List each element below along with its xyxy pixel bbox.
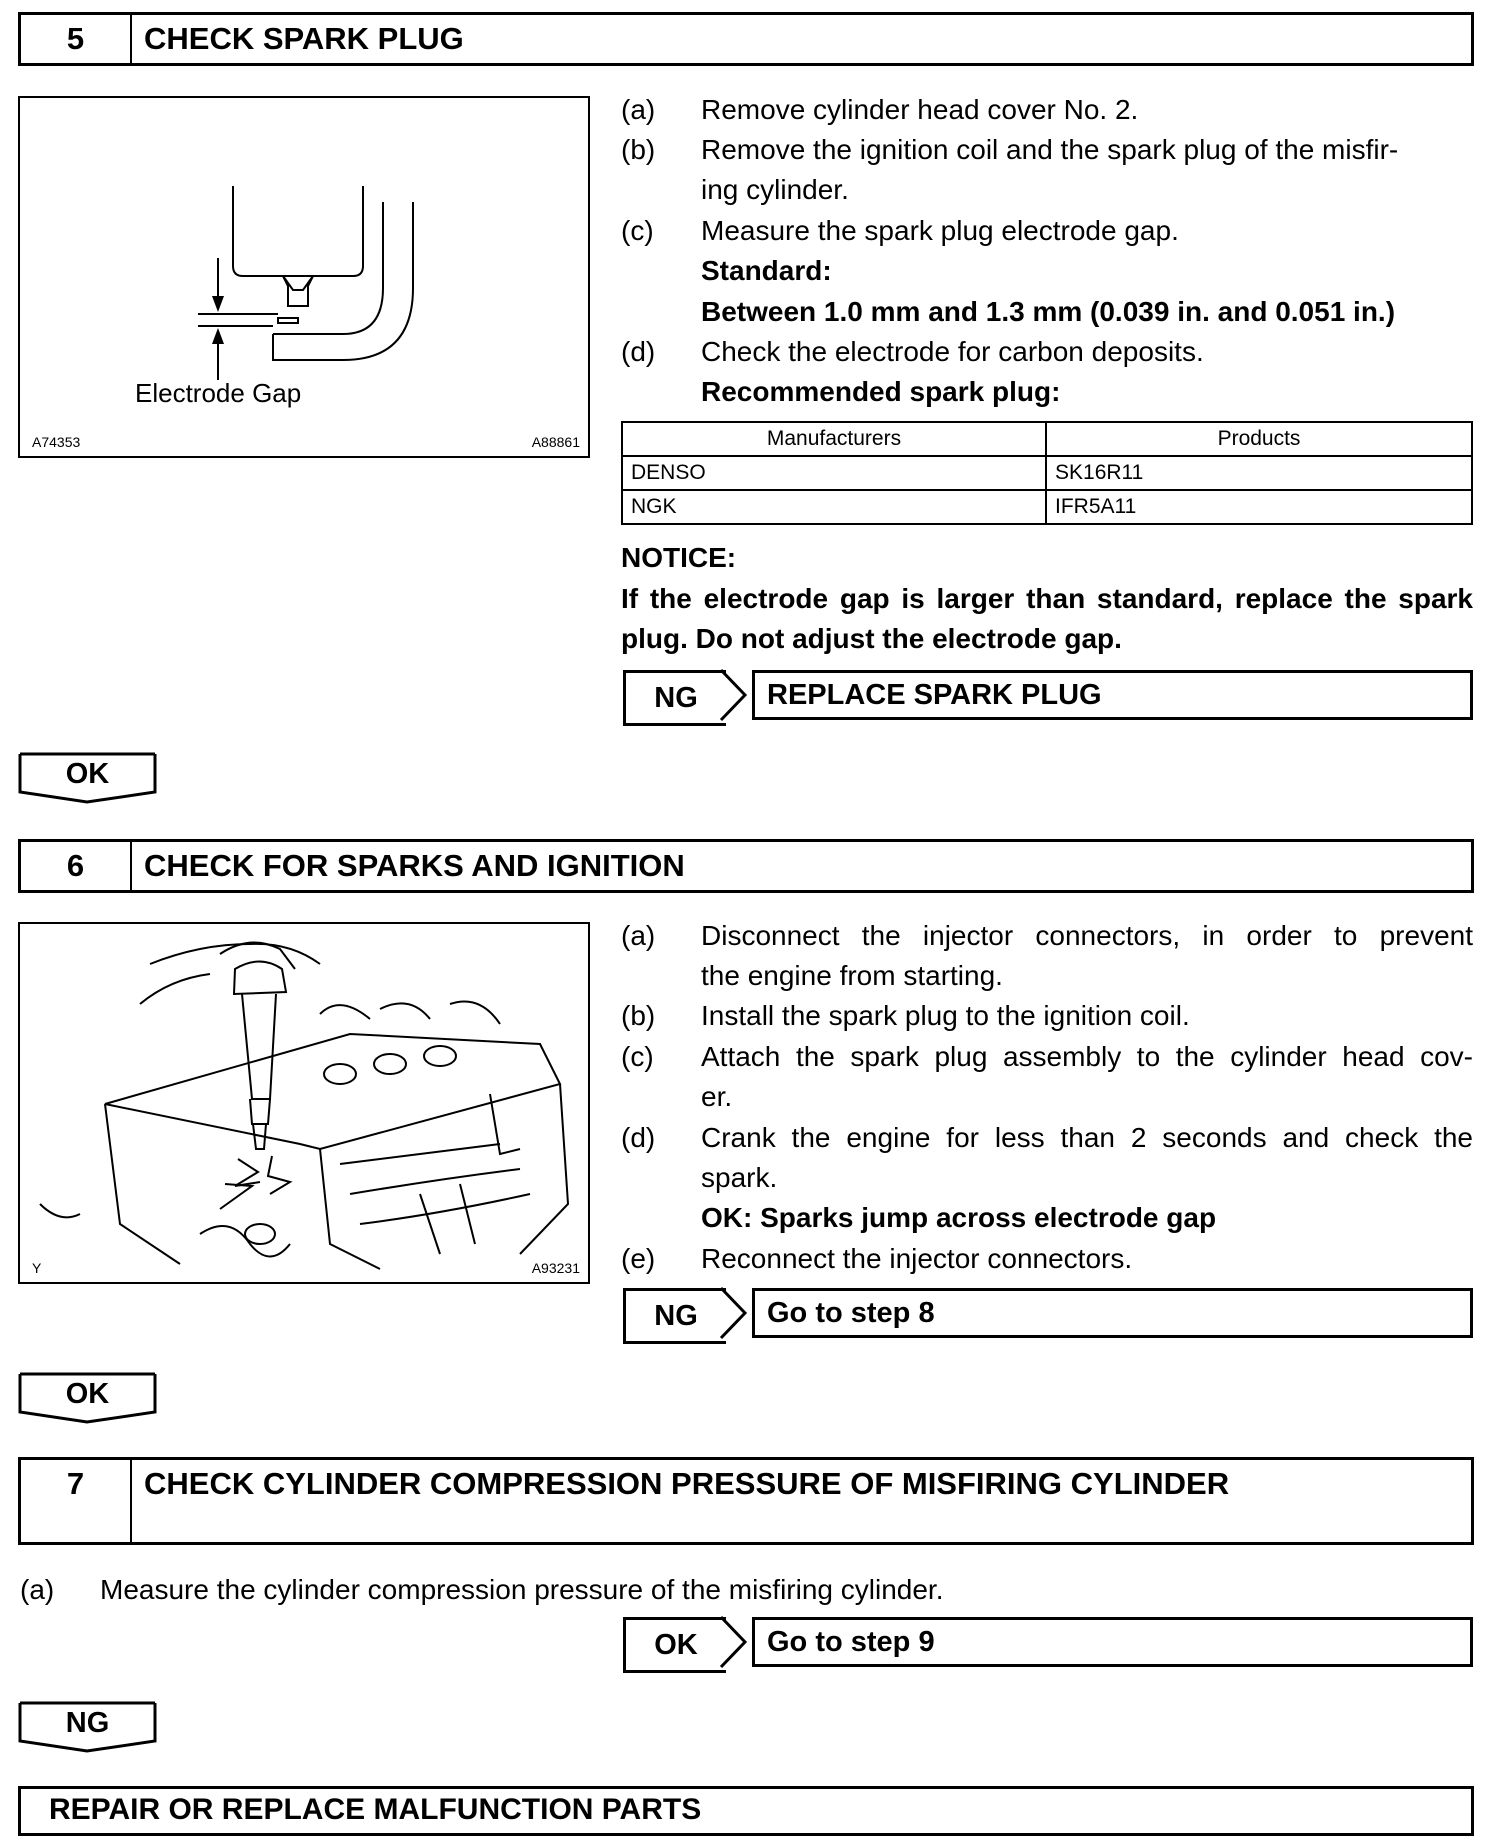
item-marker: (b) (621, 1000, 656, 1031)
step-7-header (18, 1457, 1474, 1545)
item-marker: (d) (621, 336, 656, 367)
table-header: Products (1046, 422, 1472, 456)
notice-text: If the electrode gap is larger than standard, replace the spark plug. Do not adjust the electrode gap. (621, 583, 1473, 654)
item-text: Install the spark plug to the ignition coil. (701, 1000, 1190, 1031)
continue-label: OK (65, 758, 110, 790)
spark-check-figure (18, 922, 590, 1284)
item-text (701, 1118, 1473, 1158)
item-text: Check the electrode for carbon deposits. (701, 336, 1204, 367)
step-title: CHECK FOR SPARKS AND IGNITION (144, 848, 685, 883)
notice-label: NOTICE: (621, 542, 737, 573)
item-marker: (c) (621, 1041, 654, 1072)
table-row (622, 456, 1472, 490)
item-marker: (a) (621, 920, 656, 951)
final-action-box (18, 1786, 1474, 1836)
recommended-label: Recommended spark plug: (701, 376, 1061, 407)
table-row (622, 490, 1472, 524)
step-number: 5 (21, 15, 132, 63)
result-tag-ng (623, 1288, 726, 1344)
continue-label: OK (65, 1378, 110, 1410)
final-action-title: REPAIR OR REPLACE MALFUNCTION PARTS (49, 1793, 702, 1826)
step-number: 7 (21, 1460, 132, 1542)
table-cell: DENSO (622, 456, 1046, 490)
electrode-gap-label: Electrode Gap (135, 378, 302, 408)
figure-code-left: Y (32, 1260, 42, 1276)
item-text (701, 916, 1473, 956)
standard-value: Between 1.0 mm and 1.3 mm (0.039 in. and 0.051 in.) (701, 296, 1396, 327)
item-text-line: Disconnect the injector connectors, in order to prevent (701, 920, 1473, 951)
result-tag-label: OK (654, 1628, 698, 1661)
item-text-line: Crank the engine for less than 2 seconds and check the (701, 1122, 1473, 1153)
result-action: REPLACE SPARK PLUG (752, 670, 1473, 720)
continue-label: NG (65, 1707, 110, 1739)
continue-ng (18, 1701, 157, 1753)
result-action: Go to step 8 (752, 1288, 1473, 1338)
item-text: Measure the spark plug electrode gap. (701, 215, 1179, 246)
item-text: er. (701, 1081, 733, 1112)
item-marker: (a) (20, 1574, 55, 1605)
figure-code-right: A88861 (531, 434, 580, 450)
item-marker: (b) (621, 134, 656, 165)
step-title: CHECK CYLINDER COMPRESSION PRESSURE OF MISFIRING CYLINDER (144, 1466, 1230, 1501)
item-marker: (a) (621, 94, 656, 125)
figure-code-left: A74353 (32, 434, 81, 450)
result-action: Go to step 9 (752, 1617, 1473, 1667)
item-text: the engine from starting. (701, 960, 1003, 991)
item-text: Measure the cylinder compression pressure of the misfiring cylinder. (100, 1574, 944, 1605)
step-6-header (18, 839, 1474, 893)
result-arrow-icon (719, 1615, 749, 1669)
result-tag-ok (623, 1617, 726, 1673)
standard-label: Standard: (701, 255, 832, 286)
step-title: CHECK SPARK PLUG (144, 21, 464, 56)
spark-plug-table (621, 421, 1473, 525)
table-header: Manufacturers (622, 422, 1046, 456)
item-text: ing cylinder. (701, 174, 849, 205)
result-arrow-icon (719, 1286, 749, 1340)
ok-criteria: OK: Sparks jump across electrode gap (701, 1202, 1217, 1233)
result-tag-label: NG (654, 1299, 698, 1332)
item-text: Remove cylinder head cover No. 2. (701, 94, 1139, 125)
item-text (701, 1037, 1473, 1077)
table-cell: IFR5A11 (1046, 490, 1472, 524)
spark-plug-gap-figure (18, 96, 590, 458)
table-cell: NGK (622, 490, 1046, 524)
step-5-header (18, 12, 1474, 66)
figure-code-right: A93231 (531, 1260, 580, 1276)
result-tag-ng (623, 670, 726, 726)
step-number: 6 (21, 842, 132, 890)
result-arrow-icon (719, 668, 749, 722)
item-text: Reconnect the injector connectors. (701, 1243, 1133, 1274)
continue-ok (18, 752, 157, 804)
continue-ok (18, 1372, 157, 1424)
item-marker: (d) (621, 1122, 656, 1153)
engine-spark-illustration (20, 924, 588, 1282)
item-text: spark. (701, 1162, 778, 1193)
item-text-line: Attach the spark plug assembly to the cylinder head cov- (701, 1041, 1473, 1072)
item-text: Remove the ignition coil and the spark plug of the misfir- (701, 134, 1399, 165)
result-tag-label: NG (654, 681, 698, 714)
item-marker: (e) (621, 1243, 656, 1274)
spark-plug-electrode-illustration (20, 98, 588, 456)
item-marker: (c) (621, 215, 654, 246)
table-cell: SK16R11 (1046, 456, 1472, 490)
